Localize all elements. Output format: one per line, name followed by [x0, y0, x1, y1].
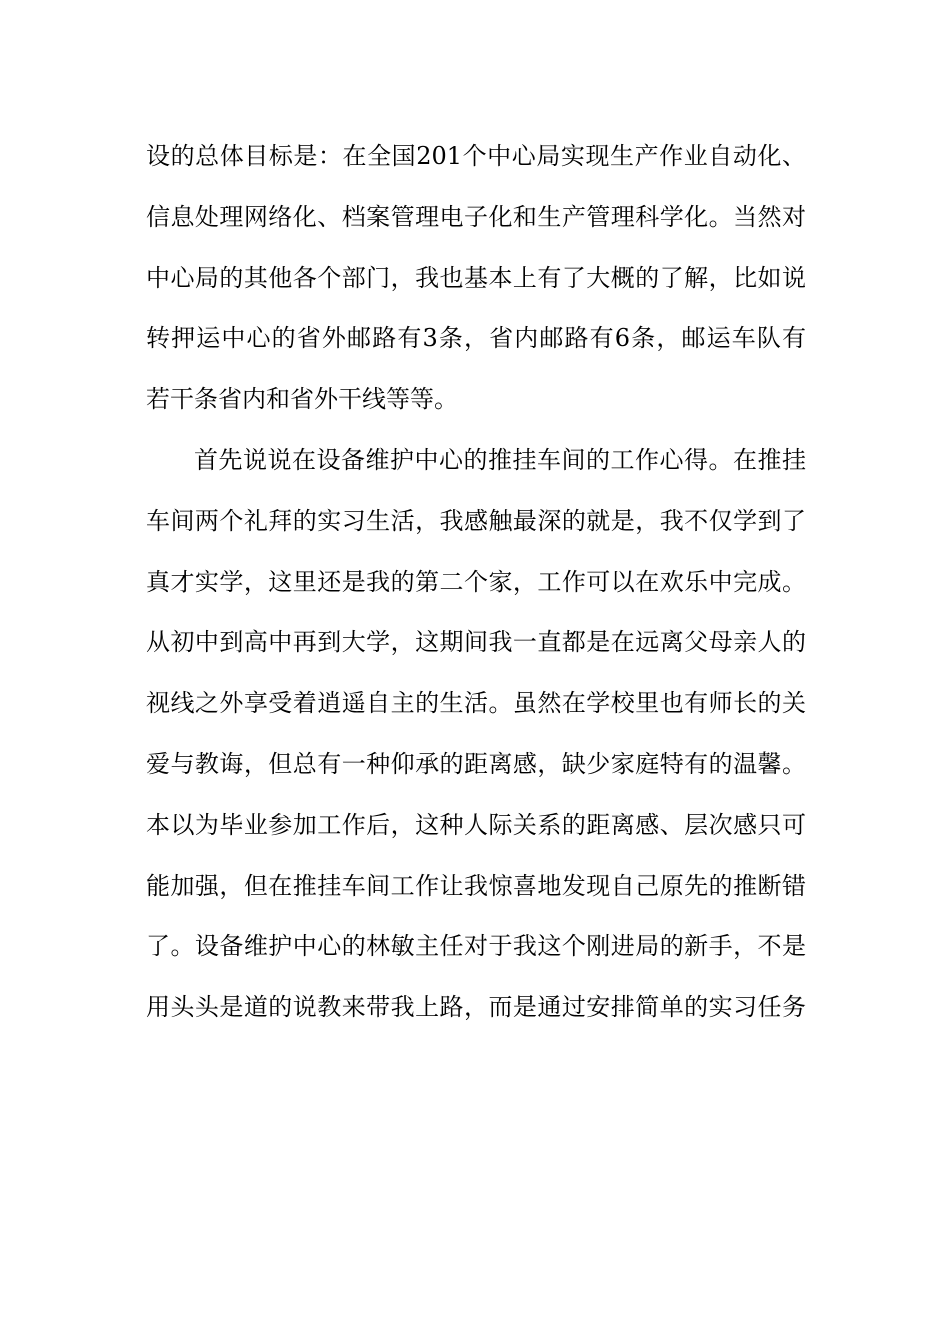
text-line-4: 转押运中心的省外邮路有3条，省内邮路有6条，邮运车队有 — [146, 324, 806, 353]
text-line-11: 爱与教诲，但总有一种仰承的距离感，缺少家庭特有的温馨。 — [146, 749, 806, 778]
text-line-6: 首先说说在设备维护中心的推挂车间的工作心得。在推挂 — [194, 445, 806, 474]
document-body-text — [146, 126, 806, 1038]
text-line-12: 本以为毕业参加工作后，这种人际关系的距离感、层次感只可 — [146, 810, 806, 839]
text-line-14: 了。设备维护中心的林敏主任对于我这个刚进局的新手，不是 — [146, 932, 806, 961]
text-line-3: 中心局的其他各个部门，我也基本上有了大概的了解，比如说 — [146, 263, 806, 292]
text-line-9: 从初中到高中再到大学，这期间我一直都是在远离父母亲人的 — [146, 628, 806, 657]
text-line-5: 若干条省内和省外干线等等。 — [146, 385, 458, 414]
text-line-7: 车间两个礼拜的实习生活，我感触最深的就是，我不仅学到了 — [146, 506, 806, 535]
text-line-8: 真才实学，这里还是我的第二个家，工作可以在欢乐中完成。 — [146, 567, 806, 596]
text-line-1: 设的总体目标是：在全国201个中心局实现生产作业自动化、 — [146, 142, 806, 170]
text-line-13: 能加强，但在推挂车间工作让我惊喜地发现自己原先的推断错 — [146, 871, 806, 900]
text-line-2: 信息处理网络化、档案管理电子化和生产管理科学化。当然对 — [146, 202, 806, 231]
text-line-10: 视线之外享受着逍遥自主的生活。虽然在学校里也有师长的关 — [146, 689, 806, 718]
text-line-15: 用头头是道的说教来带我上路，而是通过安排简单的实习任务 — [146, 993, 806, 1022]
